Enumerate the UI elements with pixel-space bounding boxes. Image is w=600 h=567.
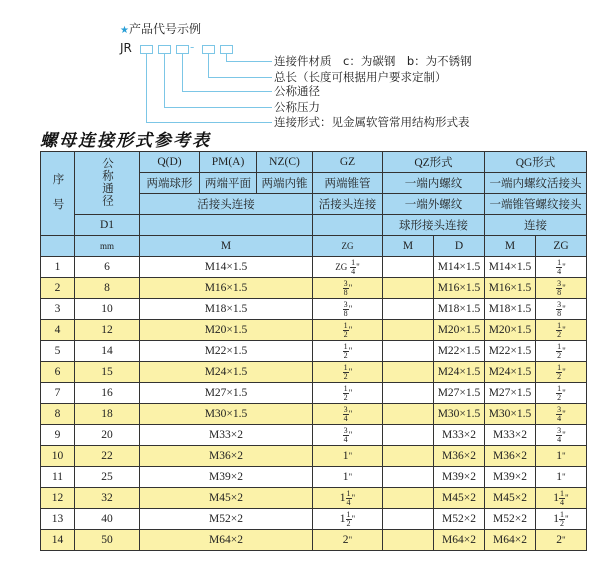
zg-whole: 1 bbox=[339, 491, 346, 504]
cell-m: M14×1.5 bbox=[140, 257, 313, 278]
cell-qz-m bbox=[383, 404, 434, 425]
cell-qz-m bbox=[383, 320, 434, 341]
leader-line bbox=[182, 54, 183, 92]
cell-qg-zg: $\frac{1}{4}$ " bbox=[536, 257, 587, 278]
leader-line bbox=[208, 54, 209, 78]
cell-qg-m: M39×2 bbox=[485, 467, 536, 488]
cell-qg-zg: 2" bbox=[536, 530, 587, 551]
cell-qg-zg: $\frac{1}{2}$ " bbox=[536, 383, 587, 404]
cell-qz-d: M22×1.5 bbox=[434, 341, 485, 362]
header-qg-desc3: 连接 bbox=[485, 215, 587, 236]
header-blank bbox=[140, 215, 313, 236]
cell-no: 2 bbox=[41, 278, 75, 299]
header-qg: QG形式 bbox=[485, 152, 587, 173]
cell-qg-zg: $\frac{3}{4}$ " bbox=[536, 425, 587, 446]
zg-fraction: $\frac{3}{4}$ bbox=[343, 425, 348, 444]
cell-qg-m: M27×1.5 bbox=[485, 383, 536, 404]
cell-m: M64×2 bbox=[140, 530, 313, 551]
cell-qz-d: M39×2 bbox=[434, 467, 485, 488]
label-connection: 连接形式：见金属软管常用结构形式表 bbox=[274, 115, 470, 129]
zg-fraction: $\frac{3}{4}$ bbox=[343, 404, 348, 423]
cell-dn: 12 bbox=[75, 320, 140, 341]
star-icon: ★ bbox=[120, 25, 129, 36]
cell-qz-m bbox=[383, 257, 434, 278]
header-blank bbox=[41, 236, 75, 257]
header-q-desc: 两端球形 bbox=[140, 173, 200, 194]
header-seq: 序 号 bbox=[41, 152, 75, 236]
cell-no: 1 bbox=[41, 257, 75, 278]
cell-dn: 16 bbox=[75, 383, 140, 404]
header-gz-desc: 两端锥管 bbox=[313, 173, 383, 194]
leader-line bbox=[146, 122, 272, 123]
cell-m: M30×1.5 bbox=[140, 404, 313, 425]
header-mm: mm bbox=[75, 236, 140, 257]
cell-m: M52×2 bbox=[140, 509, 313, 530]
zg-fraction: $\frac{1}{4}$ bbox=[346, 488, 351, 507]
table-row bbox=[41, 509, 587, 530]
cell-no: 4 bbox=[41, 320, 75, 341]
code-box-connection bbox=[140, 45, 153, 54]
table-row bbox=[41, 362, 587, 383]
code-dash: - bbox=[190, 40, 195, 54]
cell-qg-m: M33×2 bbox=[485, 425, 536, 446]
cell-zg: 1" bbox=[313, 467, 383, 488]
cell-qz-m bbox=[383, 341, 434, 362]
zg-whole: 1 bbox=[342, 450, 349, 462]
cell-zg: $\frac{3}{8}$ " bbox=[313, 278, 383, 299]
zg-fraction: $\frac{1}{2}$ bbox=[560, 509, 565, 528]
cell-dn: 25 bbox=[75, 467, 140, 488]
header-nz-desc: 两端内锥 bbox=[257, 173, 313, 194]
zg-fraction: $\frac{1}{2}$ bbox=[557, 383, 562, 402]
code-prefix: JR bbox=[120, 41, 132, 55]
header-gz: GZ bbox=[313, 152, 383, 173]
cell-m: M27×1.5 bbox=[140, 383, 313, 404]
table-row bbox=[41, 299, 587, 320]
header-qz-desc1: 一端内螺纹 bbox=[383, 173, 485, 194]
cell-no: 13 bbox=[41, 509, 75, 530]
cell-qg-m: M14×1.5 bbox=[485, 257, 536, 278]
zg-fraction: $\frac{1}{2}$ bbox=[346, 509, 351, 528]
zg-fraction: $\frac{3}{8}$ bbox=[557, 278, 562, 297]
table-row bbox=[41, 425, 587, 446]
header-pm-desc: 两端平面 bbox=[200, 173, 257, 194]
cell-qz-m bbox=[383, 488, 434, 509]
cell-dn: 8 bbox=[75, 278, 140, 299]
cell-dn: 14 bbox=[75, 341, 140, 362]
cell-qz-d: M14×1.5 bbox=[434, 257, 485, 278]
cell-dn: 20 bbox=[75, 425, 140, 446]
zg-fraction: $\frac{1}{4}$ bbox=[560, 488, 565, 507]
zg-whole: 1 bbox=[556, 471, 563, 483]
cell-m: M22×1.5 bbox=[140, 341, 313, 362]
cell-no: 14 bbox=[41, 530, 75, 551]
code-example-heading bbox=[120, 20, 201, 37]
zg-fraction: $\frac{1}{2}$ bbox=[343, 383, 348, 402]
table-row bbox=[41, 320, 587, 341]
cell-qz-d: M18×1.5 bbox=[434, 299, 485, 320]
cell-dn: 40 bbox=[75, 509, 140, 530]
cell-qz-m bbox=[383, 362, 434, 383]
nut-connection-table bbox=[40, 151, 587, 551]
cell-no: 5 bbox=[41, 341, 75, 362]
cell-no: 8 bbox=[41, 404, 75, 425]
cell-qz-d: M27×1.5 bbox=[434, 383, 485, 404]
header-q: Q(D) bbox=[140, 152, 200, 173]
zg-whole: 1 bbox=[556, 450, 563, 462]
header-union: 活接头连接 bbox=[140, 194, 313, 215]
cell-qz-d: M36×2 bbox=[434, 446, 485, 467]
cell-qz-d: M20×1.5 bbox=[434, 320, 485, 341]
cell-qz-m bbox=[383, 299, 434, 320]
zg-fraction: $\frac{3}{4}$ bbox=[557, 425, 562, 444]
cell-qz-d: M45×2 bbox=[434, 488, 485, 509]
cell-m: M33×2 bbox=[140, 425, 313, 446]
code-box-pressure bbox=[158, 45, 171, 54]
cell-zg: ZG $\frac{1}{4}$ " bbox=[313, 257, 383, 278]
cell-no: 11 bbox=[41, 467, 75, 488]
cell-no: 10 bbox=[41, 446, 75, 467]
cell-qg-m: M30×1.5 bbox=[485, 404, 536, 425]
header-qg-desc2: 一端锥管螺纹接头 bbox=[485, 194, 587, 215]
header-qz-m: M bbox=[383, 236, 434, 257]
table-row bbox=[41, 467, 587, 488]
zg-whole: 2 bbox=[556, 534, 563, 546]
cell-no: 7 bbox=[41, 383, 75, 404]
cell-qz-d: M30×1.5 bbox=[434, 404, 485, 425]
leader-line bbox=[164, 54, 165, 108]
header-qz-desc2: 一端外螺纹 bbox=[383, 194, 485, 215]
cell-qg-zg: 1" bbox=[536, 467, 587, 488]
cell-zg: $\frac{1}{2}$ " bbox=[313, 362, 383, 383]
header-m: M bbox=[140, 236, 313, 257]
cell-zg: $\frac{1}{2}$ " bbox=[313, 341, 383, 362]
zg-fraction: $\frac{1}{2}$ bbox=[343, 320, 348, 339]
header-qz: QZ形式 bbox=[383, 152, 485, 173]
cell-qz-m bbox=[383, 509, 434, 530]
cell-qg-zg: $\frac{1}{2}$ " bbox=[536, 362, 587, 383]
cell-m: M20×1.5 bbox=[140, 320, 313, 341]
label-diameter: 公称通径 bbox=[274, 84, 320, 98]
cell-no: 12 bbox=[41, 488, 75, 509]
cell-dn: 6 bbox=[75, 257, 140, 278]
code-box-length bbox=[202, 45, 215, 54]
cell-qg-zg: $\frac{1}{2}$ " bbox=[536, 320, 587, 341]
zg-whole: 1 bbox=[339, 512, 346, 525]
cell-zg: $\frac{1}{2}$ " bbox=[313, 383, 383, 404]
cell-dn: 18 bbox=[75, 404, 140, 425]
cell-qz-m bbox=[383, 467, 434, 488]
table-body bbox=[41, 257, 587, 551]
table-row bbox=[41, 383, 587, 404]
zg-fraction: $\frac{3}{8}$ bbox=[343, 299, 348, 318]
zg-whole: 1 bbox=[553, 512, 560, 525]
header-gz-union: 活接头连接 bbox=[313, 194, 383, 215]
cell-qg-zg: $\frac{3}{8}$ " bbox=[536, 299, 587, 320]
zg-fraction: $\frac{1}{2}$ bbox=[557, 341, 562, 360]
table-row bbox=[41, 488, 587, 509]
zg-fraction: $\frac{3}{8}$ bbox=[557, 299, 562, 318]
zg-fraction: $\frac{1}{2}$ bbox=[557, 362, 562, 381]
cell-qz-d: M16×1.5 bbox=[434, 278, 485, 299]
cell-m: M16×1.5 bbox=[140, 278, 313, 299]
cell-qg-zg: $\frac{3}{8}$ " bbox=[536, 278, 587, 299]
table-row bbox=[41, 341, 587, 362]
cell-qg-m: M22×1.5 bbox=[485, 341, 536, 362]
cell-zg: $\frac{1}{2}$ " bbox=[313, 320, 383, 341]
cell-qg-zg: 1 $\frac{1}{2}$ " bbox=[536, 509, 587, 530]
leader-line bbox=[208, 77, 272, 78]
code-example-heading-text: 产品代号示例 bbox=[128, 22, 201, 36]
cell-qz-d: M52×2 bbox=[434, 509, 485, 530]
zg-fraction: $\frac{1}{2}$ bbox=[343, 362, 348, 381]
cell-dn: 22 bbox=[75, 446, 140, 467]
header-qz-desc3: 球形接头连接 bbox=[383, 215, 485, 236]
label-material: 连接件材质 c：为碳钢 b：为不锈钢 bbox=[274, 54, 472, 68]
cell-qg-m: M36×2 bbox=[485, 446, 536, 467]
leader-line bbox=[226, 61, 272, 62]
header-nz: NZ(C) bbox=[257, 152, 313, 173]
cell-qg-zg: 1" bbox=[536, 446, 587, 467]
zg-fraction: $\frac{3}{8}$ bbox=[343, 278, 348, 297]
cell-qg-zg: 1 $\frac{1}{4}$ " bbox=[536, 488, 587, 509]
cell-qg-zg: $\frac{1}{2}$ " bbox=[536, 341, 587, 362]
table-title: 螺母连接形式参考表 bbox=[40, 131, 211, 151]
table-row bbox=[41, 446, 587, 467]
header-blank bbox=[313, 215, 383, 236]
header-qg-m: M bbox=[485, 236, 536, 257]
cell-qg-m: M64×2 bbox=[485, 530, 536, 551]
cell-zg: 2" bbox=[313, 530, 383, 551]
zg-whole: 2 bbox=[342, 534, 349, 546]
cell-m: M36×2 bbox=[140, 446, 313, 467]
zg-fraction: $\frac{1}{4}$ bbox=[351, 257, 356, 276]
cell-qg-m: M16×1.5 bbox=[485, 278, 536, 299]
cell-qz-d: M33×2 bbox=[434, 425, 485, 446]
zg-fraction: $\frac{1}{4}$ bbox=[557, 257, 562, 276]
table-row bbox=[41, 278, 587, 299]
zg-fraction: $\frac{1}{2}$ bbox=[343, 341, 348, 360]
leader-line bbox=[182, 91, 272, 92]
table-row bbox=[41, 530, 587, 551]
cell-qz-m bbox=[383, 383, 434, 404]
cell-m: M45×2 bbox=[140, 488, 313, 509]
cell-qg-zg: $\frac{3}{4}$ " bbox=[536, 404, 587, 425]
label-pressure: 公称压力 bbox=[274, 100, 320, 114]
header-d1: D1 bbox=[75, 215, 140, 236]
code-box-material bbox=[220, 45, 233, 54]
cell-zg: 1 $\frac{1}{2}$ " bbox=[313, 509, 383, 530]
cell-qz-m bbox=[383, 446, 434, 467]
cell-zg: 1" bbox=[313, 446, 383, 467]
cell-m: M18×1.5 bbox=[140, 299, 313, 320]
table-row bbox=[41, 257, 587, 278]
header-qg-zg: ZG bbox=[536, 236, 587, 257]
leader-line bbox=[164, 107, 272, 108]
header-pm: PM(A) bbox=[200, 152, 257, 173]
cell-qg-m: M52×2 bbox=[485, 509, 536, 530]
cell-zg: $\frac{3}{4}$ " bbox=[313, 404, 383, 425]
header-qg-desc1: 一端内螺纹活接头 bbox=[485, 173, 587, 194]
cell-no: 6 bbox=[41, 362, 75, 383]
zg-whole: 1 bbox=[342, 471, 349, 483]
cell-dn: 32 bbox=[75, 488, 140, 509]
cell-no: 3 bbox=[41, 299, 75, 320]
cell-qg-m: M20×1.5 bbox=[485, 320, 536, 341]
cell-dn: 10 bbox=[75, 299, 140, 320]
label-length: 总长（长度可根据用户要求定制） bbox=[274, 70, 447, 84]
cell-zg: $\frac{3}{8}$ " bbox=[313, 299, 383, 320]
cell-qz-d: M64×2 bbox=[434, 530, 485, 551]
cell-qg-m: M45×2 bbox=[485, 488, 536, 509]
zg-fraction: $\frac{3}{4}$ bbox=[557, 404, 562, 423]
leader-line bbox=[146, 54, 147, 123]
cell-m: M24×1.5 bbox=[140, 362, 313, 383]
cell-qg-m: M24×1.5 bbox=[485, 362, 536, 383]
cell-qz-m bbox=[383, 278, 434, 299]
cell-dn: 50 bbox=[75, 530, 140, 551]
cell-no: 9 bbox=[41, 425, 75, 446]
code-box-diameter bbox=[176, 45, 189, 54]
cell-qz-m bbox=[383, 425, 434, 446]
cell-zg: $\frac{3}{4}$ " bbox=[313, 425, 383, 446]
zg-prefix: ZG bbox=[335, 261, 348, 272]
cell-zg: 1 $\frac{1}{4}$ " bbox=[313, 488, 383, 509]
cell-m: M39×2 bbox=[140, 467, 313, 488]
zg-whole: 1 bbox=[553, 491, 560, 504]
table-row bbox=[41, 404, 587, 425]
cell-dn: 15 bbox=[75, 362, 140, 383]
header-qz-d: D bbox=[434, 236, 485, 257]
header-dn: 公称通径 bbox=[75, 152, 140, 215]
zg-fraction: $\frac{1}{2}$ bbox=[557, 320, 562, 339]
cell-qg-m: M18×1.5 bbox=[485, 299, 536, 320]
header-zg: ZG bbox=[313, 236, 383, 257]
cell-qz-m bbox=[383, 530, 434, 551]
cell-qz-d: M24×1.5 bbox=[434, 362, 485, 383]
